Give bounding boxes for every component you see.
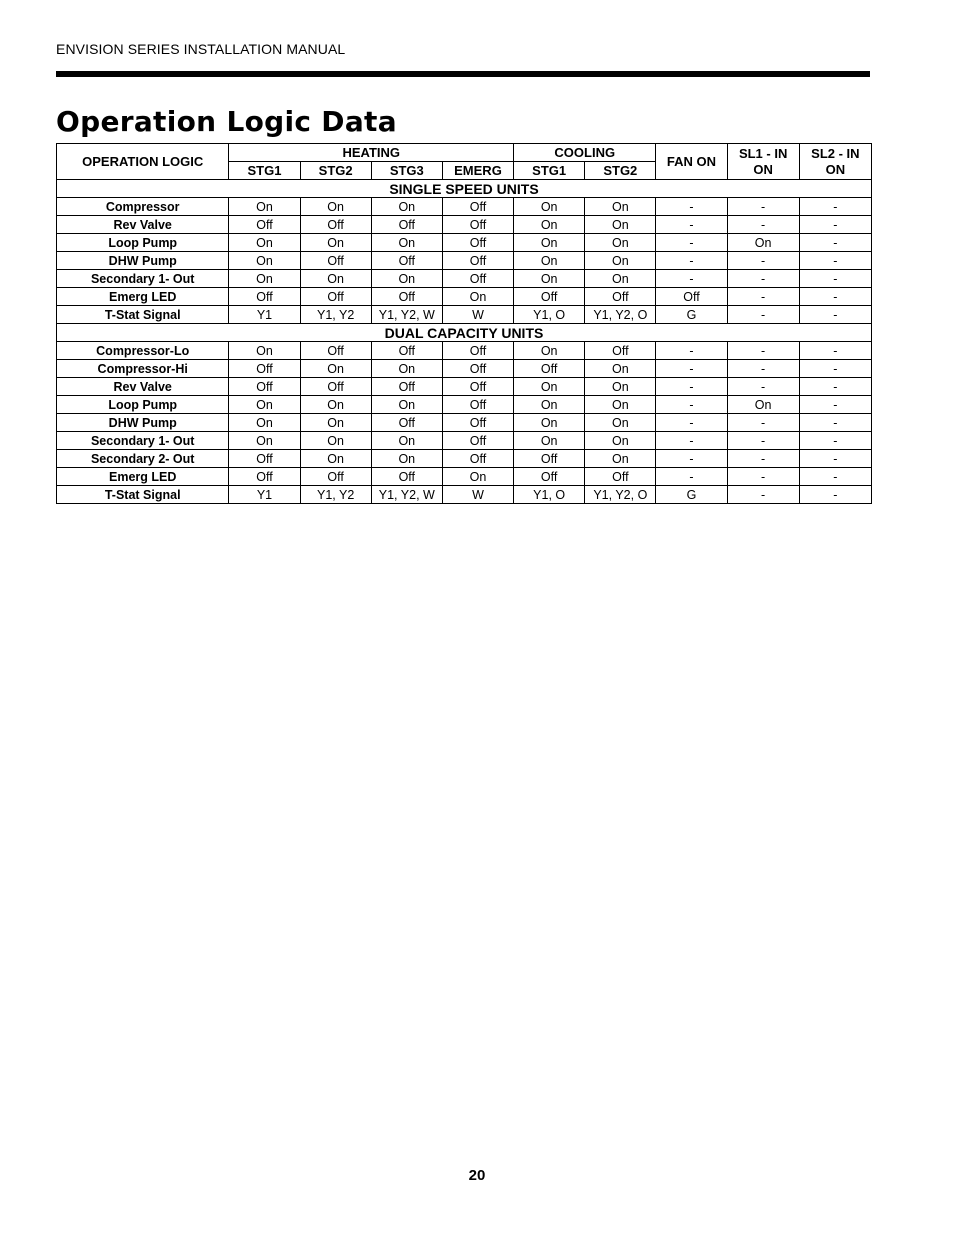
table-cell: - [656, 234, 727, 252]
table-cell: W [442, 486, 513, 504]
table-cell: On [585, 396, 656, 414]
table-cell: Off [514, 288, 585, 306]
section-header-row [57, 324, 872, 342]
table-cell: - [656, 450, 727, 468]
row-label: T-Stat Signal [57, 306, 229, 324]
header-sl2-in-on: SL2 - IN ON [799, 144, 871, 180]
header-heating-stg2: STG2 [300, 162, 371, 180]
table-cell: Off [371, 288, 442, 306]
table-cell: - [727, 414, 799, 432]
row-label: DHW Pump [57, 252, 229, 270]
table-cell: On [229, 432, 300, 450]
table-row [57, 414, 872, 432]
header-cooling: COOLING [514, 144, 656, 162]
table-cell: Y1 [229, 306, 300, 324]
table-cell: On [442, 468, 513, 486]
table-row [57, 342, 872, 360]
table-cell: Off [656, 288, 727, 306]
table-cell: Off [229, 450, 300, 468]
table-cell: - [799, 342, 871, 360]
table-cell: - [727, 342, 799, 360]
table-cell: Y1 [229, 486, 300, 504]
table-cell: On [229, 396, 300, 414]
page-title: Operation Logic Data [56, 105, 397, 138]
table-body [57, 180, 872, 504]
table-cell: Off [514, 360, 585, 378]
table-cell: Off [442, 396, 513, 414]
row-label: Loop Pump [57, 234, 229, 252]
row-label: Secondary 1- Out [57, 270, 229, 288]
table-cell: On [229, 342, 300, 360]
table-row [57, 468, 872, 486]
table-row [57, 432, 872, 450]
table-row [57, 378, 872, 396]
table-cell: - [799, 468, 871, 486]
table-cell: - [656, 360, 727, 378]
table-cell: - [799, 486, 871, 504]
table-cell: On [514, 270, 585, 288]
table-cell: On [371, 360, 442, 378]
table-row [57, 486, 872, 504]
row-label: DHW Pump [57, 414, 229, 432]
table-cell: On [585, 360, 656, 378]
table-cell: Y1, Y2, O [585, 486, 656, 504]
table-cell: On [514, 396, 585, 414]
table-cell: Off [442, 270, 513, 288]
table-cell: - [727, 432, 799, 450]
table-cell: On [585, 198, 656, 216]
table-cell: - [727, 216, 799, 234]
table-cell: Y1, Y2 [300, 306, 371, 324]
table-cell: Off [229, 216, 300, 234]
header-fan-on: FAN ON [656, 144, 727, 180]
table-cell: - [799, 306, 871, 324]
row-label: Loop Pump [57, 396, 229, 414]
table-row [57, 288, 872, 306]
table-cell: - [799, 216, 871, 234]
table-cell: - [656, 198, 727, 216]
table-cell: - [656, 216, 727, 234]
table-cell: On [585, 234, 656, 252]
table-cell: On [585, 414, 656, 432]
table-cell: Off [442, 342, 513, 360]
table-cell: On [727, 234, 799, 252]
table-cell: On [585, 252, 656, 270]
operation-logic-table [56, 143, 872, 504]
table-row [57, 234, 872, 252]
table-cell: - [727, 306, 799, 324]
table-cell: Off [585, 468, 656, 486]
header-heating: HEATING [229, 144, 514, 162]
header-cooling-stg1: STG1 [514, 162, 585, 180]
header-cooling-stg2: STG2 [585, 162, 656, 180]
row-label: Compressor-Lo [57, 342, 229, 360]
table-cell: Y1, Y2, W [371, 306, 442, 324]
table-cell: Off [371, 252, 442, 270]
header-heating-stg1: STG1 [229, 162, 300, 180]
table-cell: On [514, 234, 585, 252]
row-label: Emerg LED [57, 468, 229, 486]
table-cell: On [514, 216, 585, 234]
row-label: Emerg LED [57, 288, 229, 306]
table-cell: On [585, 270, 656, 288]
table-cell: Y1, Y2 [300, 486, 371, 504]
table-cell: Off [371, 414, 442, 432]
table-cell: - [799, 378, 871, 396]
table-row [57, 216, 872, 234]
table-cell: - [727, 252, 799, 270]
header-sl1-in-on: SL1 - IN ON [727, 144, 799, 180]
table-cell: - [656, 342, 727, 360]
table-cell: - [656, 252, 727, 270]
table-cell: On [300, 234, 371, 252]
table-cell: - [727, 468, 799, 486]
table-cell: Y1, O [514, 486, 585, 504]
table-cell: Off [371, 342, 442, 360]
table-cell: On [371, 234, 442, 252]
table-cell: On [371, 450, 442, 468]
table-cell: Off [300, 288, 371, 306]
table-cell: On [229, 198, 300, 216]
table-cell: On [300, 270, 371, 288]
row-label: Secondary 1- Out [57, 432, 229, 450]
table-cell: - [656, 270, 727, 288]
table-cell: Off [442, 198, 513, 216]
table-cell: Off [442, 216, 513, 234]
table-cell: On [514, 342, 585, 360]
table-cell: On [300, 414, 371, 432]
table-cell: On [229, 252, 300, 270]
section-header-row [57, 180, 872, 198]
table-cell: - [799, 252, 871, 270]
header-operation-logic: OPERATION LOGIC [57, 144, 229, 180]
table-cell: Off [371, 468, 442, 486]
header-heating-emerg: EMERG [442, 162, 513, 180]
table-cell: - [799, 288, 871, 306]
table-cell: Off [300, 252, 371, 270]
row-label: Secondary 2- Out [57, 450, 229, 468]
table-cell: Off [300, 342, 371, 360]
table-cell: On [585, 216, 656, 234]
row-label: Compressor-Hi [57, 360, 229, 378]
table-cell: Off [442, 360, 513, 378]
table-cell: On [514, 432, 585, 450]
section-title: DUAL CAPACITY UNITS [57, 324, 872, 342]
table-cell: On [514, 414, 585, 432]
running-header: ENVISION SERIES INSTALLATION MANUAL [56, 41, 346, 57]
table-cell: On [300, 198, 371, 216]
table-cell: Y1, Y2, O [585, 306, 656, 324]
row-label: Compressor [57, 198, 229, 216]
table-row [57, 252, 872, 270]
table-cell: G [656, 486, 727, 504]
table-cell: Off [229, 378, 300, 396]
table-cell: On [585, 378, 656, 396]
table-cell: Off [229, 288, 300, 306]
table-cell: - [727, 486, 799, 504]
table-cell: Off [442, 252, 513, 270]
table-cell: Off [442, 450, 513, 468]
table-cell: Off [300, 378, 371, 396]
table-cell: Off [442, 378, 513, 396]
table-cell: - [656, 378, 727, 396]
table-cell: Off [442, 414, 513, 432]
table-cell: - [727, 360, 799, 378]
table-cell: On [300, 360, 371, 378]
row-label: Rev Valve [57, 216, 229, 234]
table-cell: - [727, 198, 799, 216]
section-title: SINGLE SPEED UNITS [57, 180, 872, 198]
table-cell: Off [514, 450, 585, 468]
table-cell: - [656, 432, 727, 450]
table-row [57, 306, 872, 324]
table-cell: Off [442, 234, 513, 252]
table-cell: - [727, 270, 799, 288]
table-cell: On [229, 234, 300, 252]
table-cell: On [514, 252, 585, 270]
table-cell: - [727, 288, 799, 306]
table-cell: On [371, 432, 442, 450]
table-cell: On [229, 270, 300, 288]
table-cell: Off [442, 432, 513, 450]
table-cell: On [514, 198, 585, 216]
header-rule [56, 71, 870, 77]
table-cell: - [799, 270, 871, 288]
table-cell: On [300, 396, 371, 414]
page-number: 20 [468, 1167, 486, 1184]
table-cell: On [585, 450, 656, 468]
table-cell: On [300, 432, 371, 450]
table-cell: Off [585, 342, 656, 360]
table-row [57, 450, 872, 468]
row-label: Rev Valve [57, 378, 229, 396]
table-cell: Off [300, 468, 371, 486]
row-label: T-Stat Signal [57, 486, 229, 504]
table-cell: Off [371, 378, 442, 396]
table-cell: On [371, 396, 442, 414]
table-cell: On [585, 432, 656, 450]
table-cell: - [799, 396, 871, 414]
table-cell: - [727, 450, 799, 468]
table-cell: - [799, 360, 871, 378]
table-cell: On [371, 270, 442, 288]
table-cell: - [656, 468, 727, 486]
table-cell: On [371, 198, 442, 216]
table-cell: Off [229, 468, 300, 486]
table-cell: Off [371, 216, 442, 234]
table-cell: - [799, 198, 871, 216]
table-cell: - [799, 234, 871, 252]
table-cell: W [442, 306, 513, 324]
table-row [57, 396, 872, 414]
table-row [57, 198, 872, 216]
table-cell: - [799, 450, 871, 468]
table-cell: Off [229, 360, 300, 378]
table-row [57, 360, 872, 378]
table-cell: - [656, 396, 727, 414]
table-cell: Y1, Y2, W [371, 486, 442, 504]
table-cell: - [727, 378, 799, 396]
table-cell: On [442, 288, 513, 306]
table-cell: Y1, O [514, 306, 585, 324]
table-cell: - [656, 414, 727, 432]
table-cell: On [727, 396, 799, 414]
table-cell: G [656, 306, 727, 324]
table-header [57, 144, 872, 180]
table-cell: On [514, 378, 585, 396]
header-heating-stg3: STG3 [371, 162, 442, 180]
table-cell: On [229, 414, 300, 432]
table-cell: On [300, 450, 371, 468]
table-cell: - [799, 432, 871, 450]
table-cell: Off [514, 468, 585, 486]
table-cell: Off [585, 288, 656, 306]
table-cell: Off [300, 216, 371, 234]
table-row [57, 270, 872, 288]
table-cell: - [799, 414, 871, 432]
